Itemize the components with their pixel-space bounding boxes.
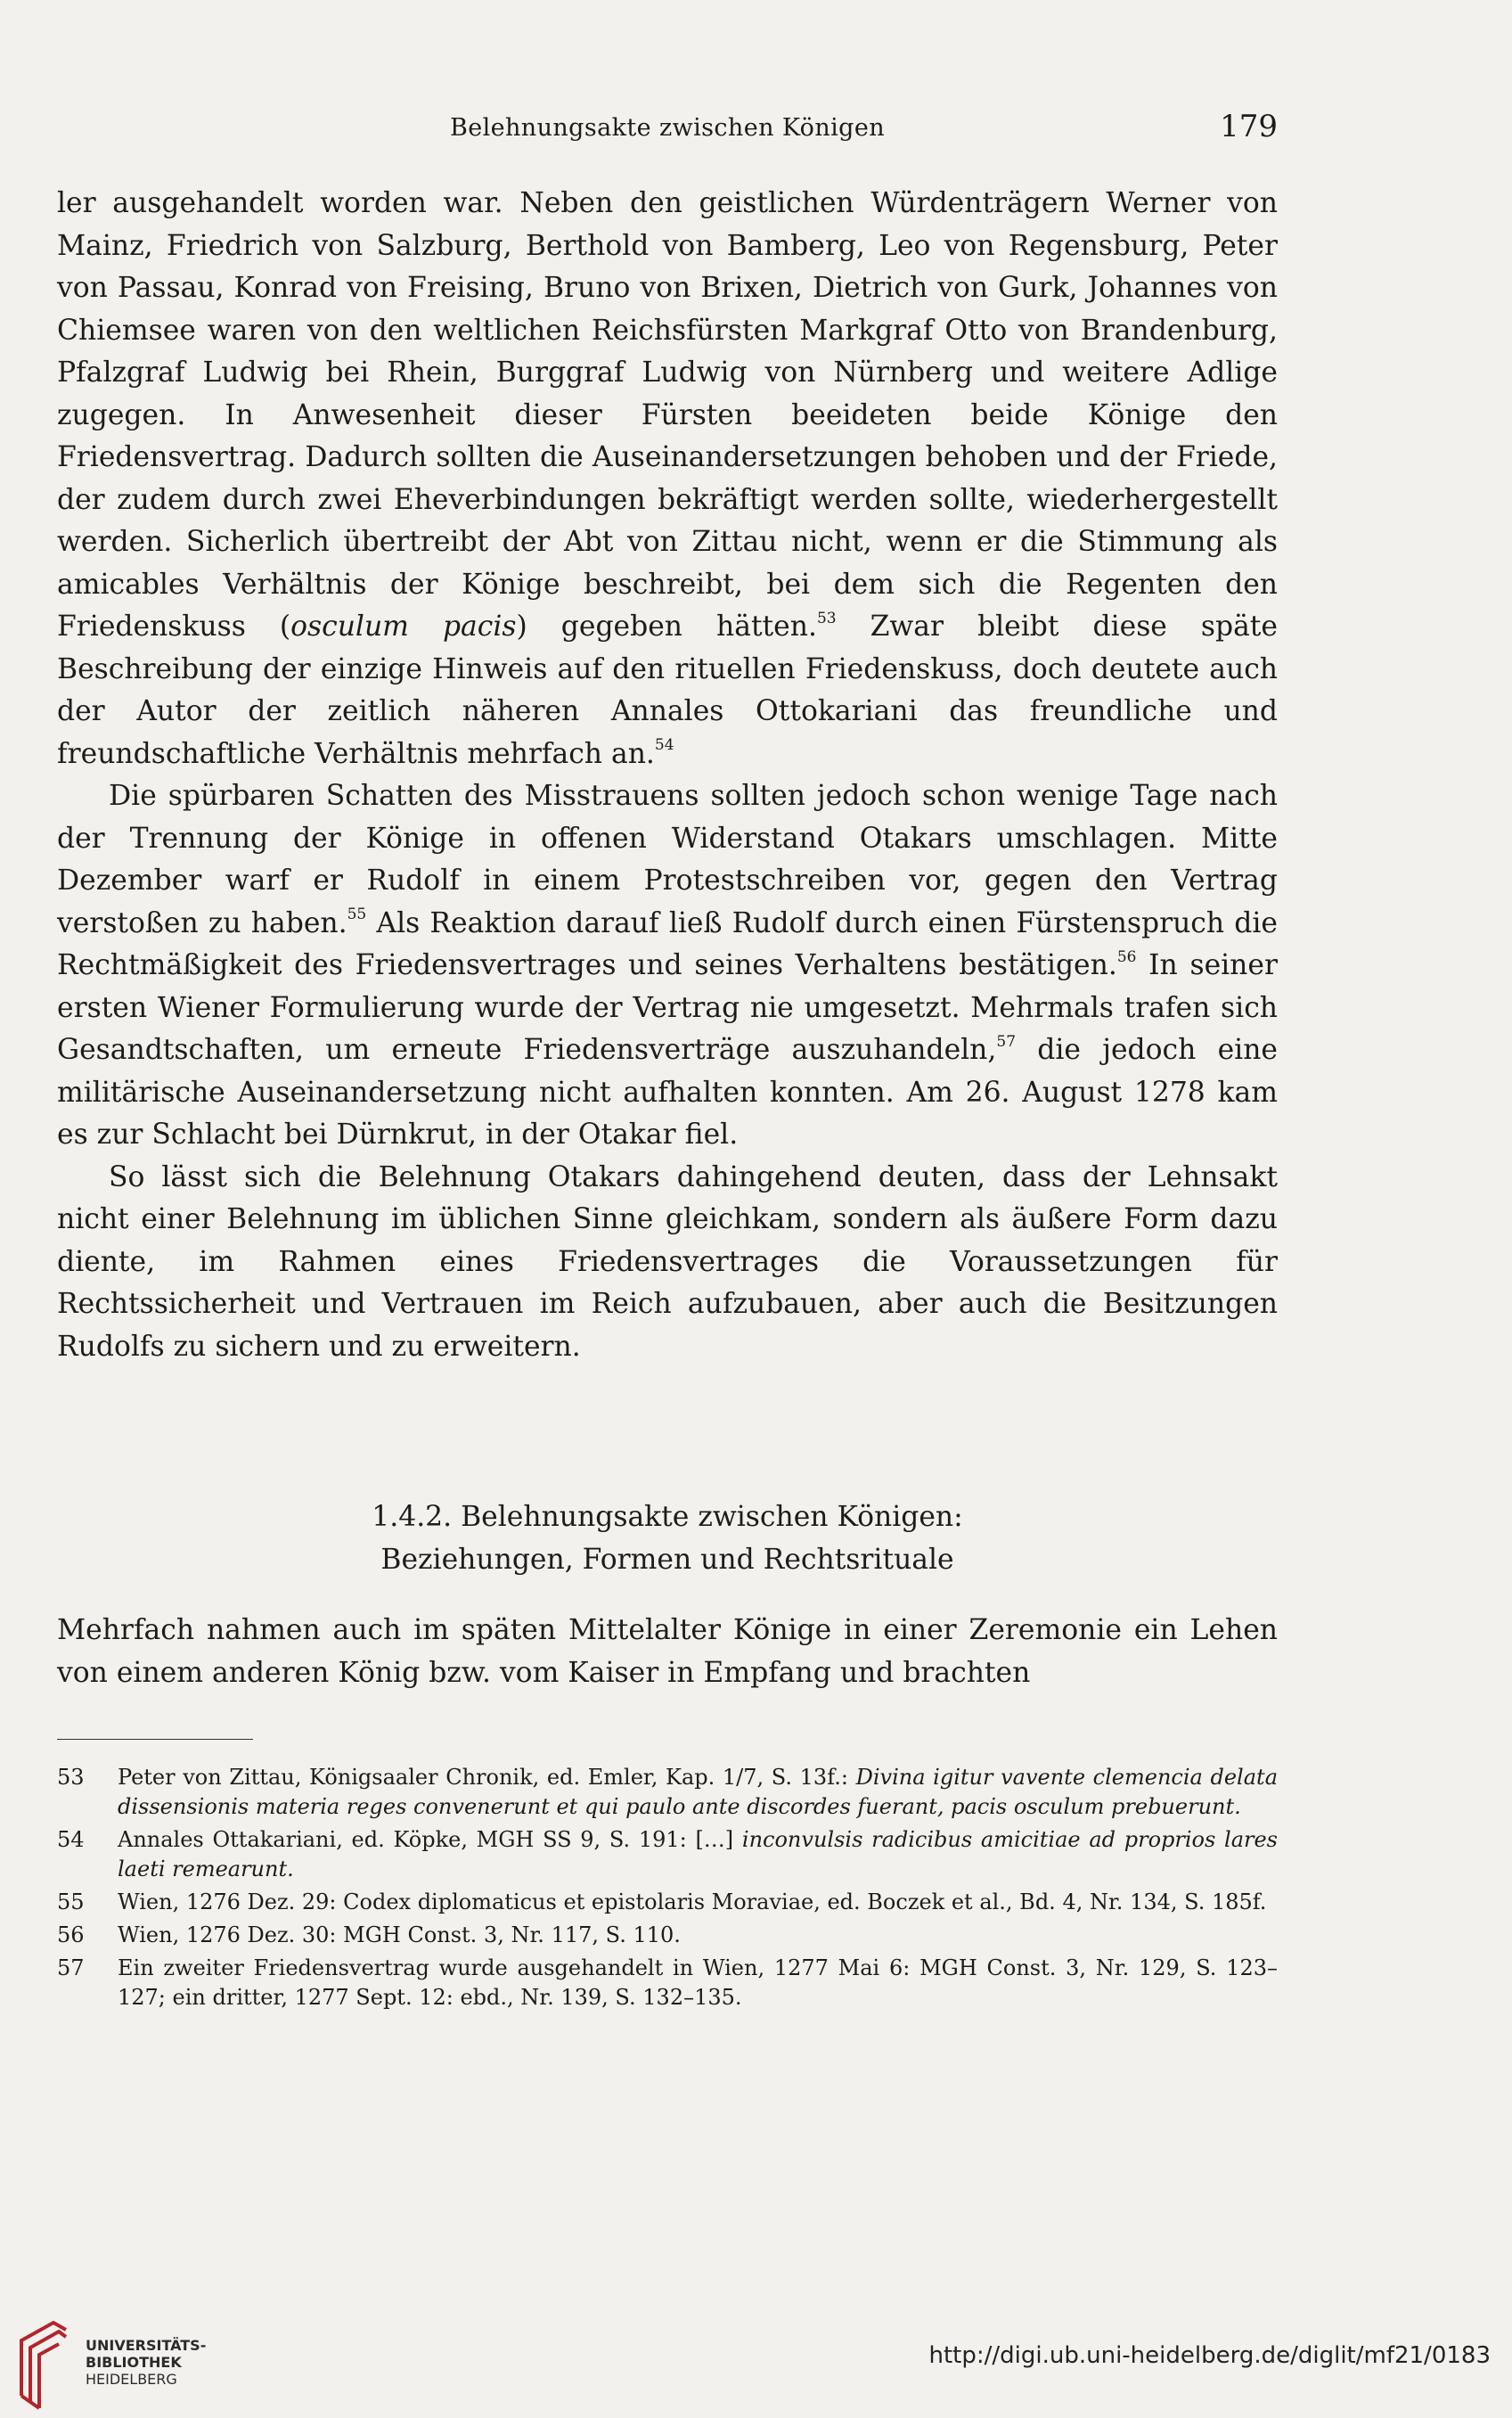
footnote-56	[57, 1921, 1278, 1950]
footnote-57	[57, 1954, 1278, 2012]
paragraph-2	[57, 775, 1278, 1157]
footnote-number: 55	[57, 1889, 85, 1914]
footnote-text: Annales Ottakariani, ed. Köpke, MGH SS 9, S. 191: […]	[118, 1827, 742, 1852]
footnote-separator	[57, 1739, 253, 1740]
library-name-line-1: UNIVERSITÄTS-	[86, 2337, 207, 2354]
footnote-number: 57	[57, 1955, 85, 1980]
footnote-number: 54	[57, 1827, 85, 1852]
library-name-line-2: BIBLIOTHEK	[86, 2354, 182, 2371]
paragraph-1-italic: osculum pacis	[290, 611, 517, 643]
footnote-ref-57[interactable]: 57	[996, 1032, 1017, 1051]
paragraph-2-text-c: In seiner ersten Wiener Formulierung wurde der Vertrag nie umgesetzt. Mehrmals trafen sich Gesandtschaften, um erneute Friedensverträge auszuhandeln,	[57, 949, 1278, 1066]
paragraph-1-text-b: ) gegeben hätten.	[516, 611, 817, 643]
running-head	[57, 109, 1278, 148]
footnote-italic: inconvulsis radicibus amicitiae ad proprios lares laeti remearunt.	[118, 1827, 1278, 1881]
paragraph-1	[57, 183, 1278, 775]
paragraph-4: Mehrfach nahmen auch im späten Mittelalter Könige in einer Zeremonie ein Lehen von einem anderen König bzw. vom Kaiser in Empfang und brachten	[57, 1614, 1278, 1689]
paragraph-3: So lässt sich die Belehnung Otakars dahingehend deuten, dass der Lehnsakt nicht einer Belehnung im üblichen Sinne gleichkam, sondern als äußere Form dazu diente, im Rahmen eines Friedensvertrages die Voraussetzungen für Rechtssicherheit und Vertrauen im Reich aufzubauen, aber auch die Besitzungen Rudolfs zu sichern und zu erweitern.	[57, 1160, 1278, 1363]
footnote-text: Peter von Zittau, Königsaaler Chronik, ed. Emler, Kap. 1/7, S. 13f.:	[118, 1765, 856, 1790]
paragraph-2-text-d: die jedoch eine militärische Auseinandersetzung nicht aufhalten konnten. Am 26. August 1278 kam es zur Schlacht bei Dürnkrut, in der Otakar fiel.	[57, 1034, 1279, 1151]
section-heading-line-1: 1.4.2. Belehnungsakte zwischen Königen:	[372, 1501, 963, 1533]
footnote-53	[57, 1763, 1278, 1822]
footnote-number: 53	[57, 1765, 85, 1790]
paragraph-1-text-a: ler ausgehandelt worden war. Neben den geistlichen Würdenträgern Werner von Mainz, Friedrich von Salzburg, Berthold von Bamberg, Leo von Regensburg, Peter von Passau, Konrad von Freising, Bruno von Brixen, Dietrich von Gurk, Johannes von Chiemsee waren von den weltlichen Reichsfürsten Markgraf Otto von Brandenburg, Pfalzgraf Ludwig bei Rhein, Burggraf Ludwig von Nürnberg und weitere Adlige zugegen. In Anwesenheit dieser Fürsten beeideten beide Könige den Friedensvertrag. Dadurch sollten die Auseinandersetzungen behoben und der Friede, der zudem durch zwei Eheverbindungen bekräftigt werden sollte, wiederhergestellt werden. Sicherlich übertreibt der Abt von Zittau nicht, wenn er die Stimmung als amicables Verhältnis der Könige beschreibt, bei dem sich die Regenten den Friedenskuss (	[57, 187, 1278, 643]
footnote-italic: Divina igitur vavente clemencia delata dissensionis materia reges convenerunt et qui paulo ante discordes fuerant, pacis osculum prebuerunt.	[118, 1765, 1278, 1819]
footnote-54	[57, 1825, 1278, 1884]
library-name-line-3: HEIDELBERG	[86, 2371, 177, 2388]
library-logo-icon[interactable]	[14, 2314, 73, 2412]
footnote-ref-53[interactable]: 53	[816, 609, 837, 627]
footnote-text: Ein zweiter Friedensvertrag wurde ausgehandelt in Wien, 1277 Mai 6: MGH Const. 3, Nr. 129, S. 123–127; ein dritter, 1277 Sept. 12: ebd., Nr. 139, S. 132–135.	[118, 1955, 1278, 2010]
section-heading-line-2: Beziehungen, Formen und Rechtsrituale	[380, 1544, 954, 1576]
footnote-number: 56	[57, 1922, 85, 1947]
page-number: 179	[1220, 109, 1278, 144]
footnote-text: Wien, 1276 Dez. 30: MGH Const. 3, Nr. 117, S. 110.	[118, 1922, 681, 1947]
main-text	[57, 183, 1278, 1368]
digitization-footer	[0, 2307, 1512, 2418]
running-title: Belehnungsakte zwischen Königen	[449, 114, 886, 142]
footnote-ref-55[interactable]: 55	[347, 906, 367, 924]
footnote-ref-54[interactable]: 54	[654, 736, 674, 755]
section-heading	[57, 1496, 1278, 1581]
library-name	[86, 2337, 206, 2388]
footnote-55	[57, 1888, 1278, 1917]
paragraph-2-text-b: Als Reaktion darauf ließ Rudolf durch einen Fürstenspruch die Rechtmäßigkeit des Friedensvertrages und seines Verhaltens bestätigen.	[57, 906, 1278, 981]
footnotes	[57, 1763, 1278, 2016]
footnote-text: Wien, 1276 Dez. 29: Codex diplomaticus et epistolaris Moraviae, ed. Boczek et al., Bd. 4, Nr. 134, S. 185f.	[118, 1889, 1267, 1914]
paragraph-2-text-a: Die spürbaren Schatten des Misstrauens sollten jedoch schon wenige Tage nach der Trennung der Könige in offenen Widerstand Otakars umschlagen. Mitte Dezember warf er Rudolf in einem Protestschreiben vor, gegen den Vertrag verstoßen zu haben.	[57, 780, 1278, 939]
paragraph-1-text-c: Zwar bleibt diese späte Beschreibung der einzige Hinweis auf den rituellen Friedenskuss, doch deutete auch der Autor der zeitlich näheren Annales Ottokariani das freundliche und freundschaftliche Verhältnis mehrfach an.	[57, 611, 1278, 770]
source-url-link[interactable]: http://digi.ub.uni-heidelberg.de/diglit/mf21/0183	[928, 2342, 1491, 2369]
footnote-ref-56[interactable]: 56	[1116, 947, 1137, 966]
